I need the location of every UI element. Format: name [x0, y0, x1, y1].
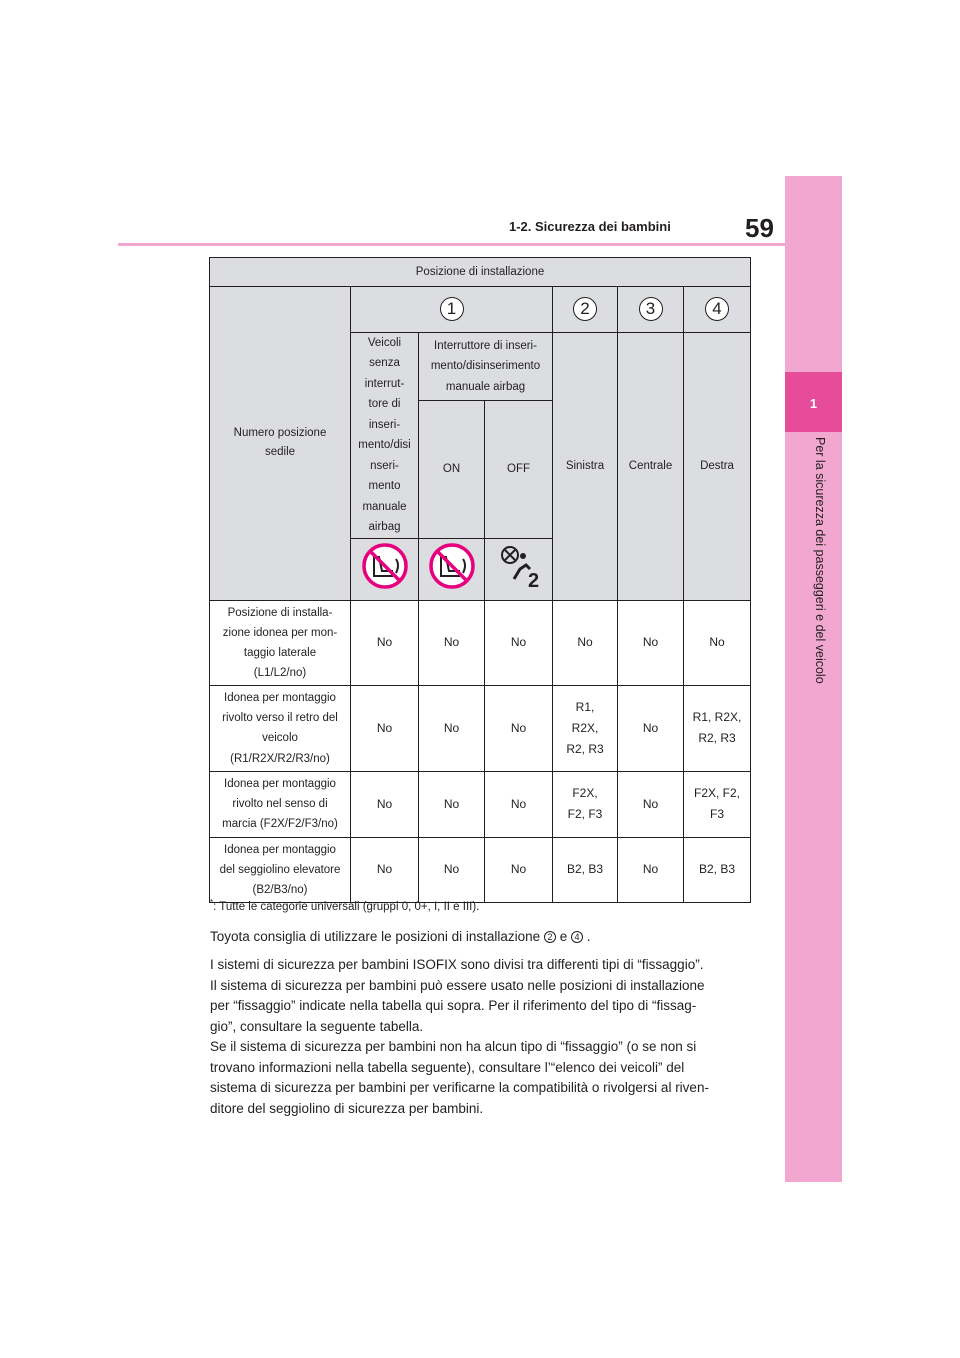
off-header: OFF — [485, 400, 553, 538]
switch-header: Interruttore di inseri- mento/disinserimento manuale airbag — [419, 333, 553, 401]
page-number: 59 — [745, 213, 774, 243]
seat-number-ref: 2 — [544, 931, 556, 943]
table-cell: No — [419, 686, 485, 772]
on-header: ON — [419, 400, 485, 538]
seat-number-4: 4 — [705, 297, 729, 321]
table-cell: No — [618, 771, 684, 837]
table-cell: No — [485, 686, 553, 772]
chapter-title: Per la sicurezza dei passeggeri e del veicolo — [813, 437, 827, 684]
destra-header: Destra — [684, 333, 751, 601]
seat-number-1: 1 — [440, 297, 464, 321]
svg-text:2: 2 — [527, 569, 539, 589]
airbag-off-2-icon — [496, 543, 542, 589]
table-cell: F2X, F2, F3 — [553, 771, 618, 837]
table-cell: No — [419, 771, 485, 837]
seat-number-3: 3 — [639, 297, 663, 321]
table-cell: No — [485, 600, 553, 686]
table-row — [210, 837, 751, 902]
table-cell: No — [351, 600, 419, 686]
recommendation-paragraph: Toyota consiglia di utilizzare le posizioni di installazione 2 e 4 . — [210, 929, 591, 944]
table-cell: No — [618, 686, 684, 772]
footnote — [210, 898, 479, 913]
table-cell: No — [684, 600, 751, 686]
table-cell: No — [419, 600, 485, 686]
icon-cell-1 — [351, 538, 419, 600]
table-cell: No — [419, 837, 485, 902]
row-label: Idonea per montaggio rivolto verso il retro del veicolo (R1/R2X/R2/R3/no) — [210, 686, 351, 772]
no-child-seat-icon — [429, 543, 475, 589]
no-child-seat-icon — [362, 543, 408, 589]
table-cell: No — [351, 686, 419, 772]
table-row — [210, 600, 751, 686]
seat-number-2: 2 — [573, 297, 597, 321]
table-cell: No — [553, 600, 618, 686]
row-label-header: Numero posizione sedile — [210, 287, 351, 601]
centrale-header: Centrale — [618, 333, 684, 601]
installation-table — [209, 257, 751, 903]
table-cell: B2, B3 — [553, 837, 618, 902]
table-cell: R1, R2X, R2, R3 — [553, 686, 618, 772]
table-cell: B2, B3 — [684, 837, 751, 902]
table-cell: No — [618, 837, 684, 902]
row-label: Posizione di installa- zione idonea per mon- taggio laterale (L1/L2/no) — [210, 600, 351, 686]
seat-number-ref: 4 — [571, 931, 583, 943]
table-cell: No — [618, 600, 684, 686]
seat-3-header — [618, 287, 684, 333]
table-row — [210, 771, 751, 837]
chapter-number: 1 — [809, 396, 818, 411]
table-title: Posizione di installazione — [210, 258, 751, 287]
sinistra-header: Sinistra — [553, 333, 618, 601]
icon-cell-2 — [419, 538, 485, 600]
row-label: Idonea per montaggio rivolto nel senso di marcia (F2X/F2/F3/no) — [210, 771, 351, 837]
table-cell: R1, R2X, R2, R3 — [684, 686, 751, 772]
seat-4-header — [684, 287, 751, 333]
table-cell: No — [485, 771, 553, 837]
footnote-marker: * — [210, 898, 214, 907]
table-cell: No — [485, 837, 553, 902]
icon-cell-3 — [485, 538, 553, 600]
table-cell: No — [351, 771, 419, 837]
section-title: 1-2. Sicurezza dei bambini — [509, 219, 671, 234]
row-label: Idonea per montaggio del seggiolino elevatore (B2/B3/no) — [210, 837, 351, 902]
header-rule — [118, 243, 786, 246]
seat-2-header — [553, 287, 618, 333]
isofix-paragraph: I sistemi di sicurezza per bambini ISOFIX sono divisi tra differenti tipi di “fissaggio”. Il sistema di sicurezza per bambini può essere usato nelle posizioni di installazione per “fissaggio” indicate nella tabella qui sopra. Per il riferimento del tipo di “fissag- gio”, consultare la seguente tabella. Se il sistema di sicurezza per bambini non ha alcun tipo di “fissaggio” (o se non si trovano informazioni nella tabella seguente), consultare l’“elenco dei veicoli” del sistema di sicurezza per bambini per verificarne la compatibilità o rivolgersi al riven- ditore del seggiolino di sicurezza per bambini. — [210, 957, 709, 1116]
footnote-text: : Tutte le categorie universali (gruppi 0, 0+, I, II e III). — [213, 900, 480, 913]
seat-1-header — [351, 287, 553, 333]
no-switch-header: Veicoli senza interrut- tore di inseri- mento/disi nseri- mento manuale airbag — [351, 333, 419, 539]
table-cell: F2X, F2, F3 — [684, 771, 751, 837]
table-cell: No — [351, 837, 419, 902]
table-row — [210, 686, 751, 772]
